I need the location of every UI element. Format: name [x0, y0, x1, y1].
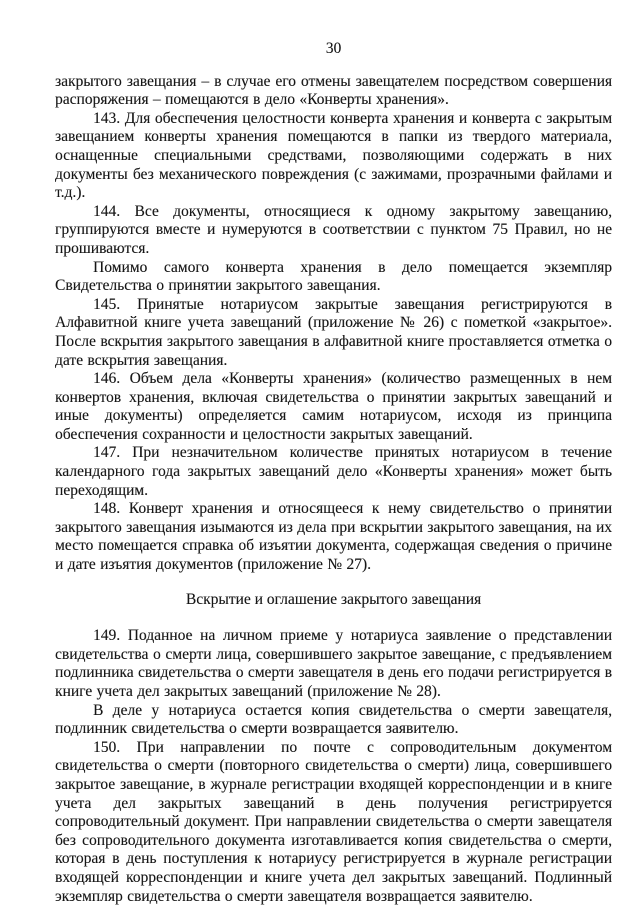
- paragraph-150: 150. При направлении по почте с сопроводительным документом свидетельства о смерти (повторного свидетельства о смерти) лица, совершившего закрытое завещание, в журнале регистрации входящей корреспонденции и в книге учета дел закрытых завещаний в день получения регистрируется сопроводительный документ. При направлении свидетельства о смерти завещателя без сопроводительного документа изготавливается копия свидетельства о смерти, которая в день поступления к нотариусу регистрируется в журнале регистрации входящей корреспонденции и книге учета дел закрытых завещаний. Подлинный экземпляр свидетельства о смерти завещателя возвращается заявителю.: [55, 738, 612, 905]
- paragraph-143: 143. Для обеспечения целостности конверта хранения и конверта с закрытым завещанием конверты хранения помещаются в папки из твердого материала, оснащенные специальными средствами, позволяющими содержать в них документы без механического повреждения (с зажимами, прозрачными файлами и т.д.).: [55, 109, 612, 202]
- paragraph-147: 147. При незначительном количестве принятых нотариусом в течение календарного года закрытых завещаний дело «Конверты хранения» может быть переходящим.: [55, 444, 612, 499]
- paragraph-145: 145. Принятые нотариусом закрытые завещания регистрируются в Алфавитной книге учета завещаний (приложение № 26) с пометкой «закрытое». После вскрытия закрытого завещания в алфавитной книге проставляется отметка о дате вскрытия завещания.: [55, 295, 612, 369]
- paragraph-continuation: закрытого завещания – в случае его отмены завещателем посредством совершения распоряжения – помещаются в дело «Конверты хранения».: [55, 72, 612, 109]
- paragraph-144: 144. Все документы, относящиеся к одному закрытому завещанию, группируются вместе и нумеруются в соответствии с пунктом 75 Правил, но не прошиваются.: [55, 202, 612, 257]
- paragraph-146: 146. Объем дела «Конверты хранения» (количество размещенных в нем конвертов хранения, включая свидетельства о принятии закрытых завещаний и иные документы) определяется самим нотариусом, исходя из принципа обеспечения сохранности и целостности закрытых завещаний.: [55, 370, 612, 443]
- paragraph-149: 149. Поданное на личном приеме у нотариуса заявление о представлении свидетельства о смерти лица, совершившего закрытое завещание, с предъявлением подлинника свидетельства о смерти завещателя в день его подачи регистрируется в книге учета дел закрытых завещаний (приложение № 28).: [55, 627, 612, 700]
- section-heading: Вскрытие и оглашение закрытого завещания: [185, 590, 482, 608]
- paragraph-case-copy: В деле у нотариуса остается копия свидетельства о смерти завещателя, подлинник свидетельства о смерти возвращается заявителю.: [55, 701, 612, 738]
- paragraph-envelope-copy: Помимо самого конверта хранения в дело помещается экземпляр Свидетельства о принятии закрытого завещания.: [55, 258, 612, 295]
- paragraph-148: 148. Конверт хранения и относящееся к нему свидетельство о принятии закрытого завещания изымаются из дела при вскрытии закрытого завещания, на их место помещается справка об изъятии документа, содержащая сведения о причине и дате изъятия документов (приложение № 27).: [55, 500, 612, 574]
- page-number: 30: [325, 40, 342, 57]
